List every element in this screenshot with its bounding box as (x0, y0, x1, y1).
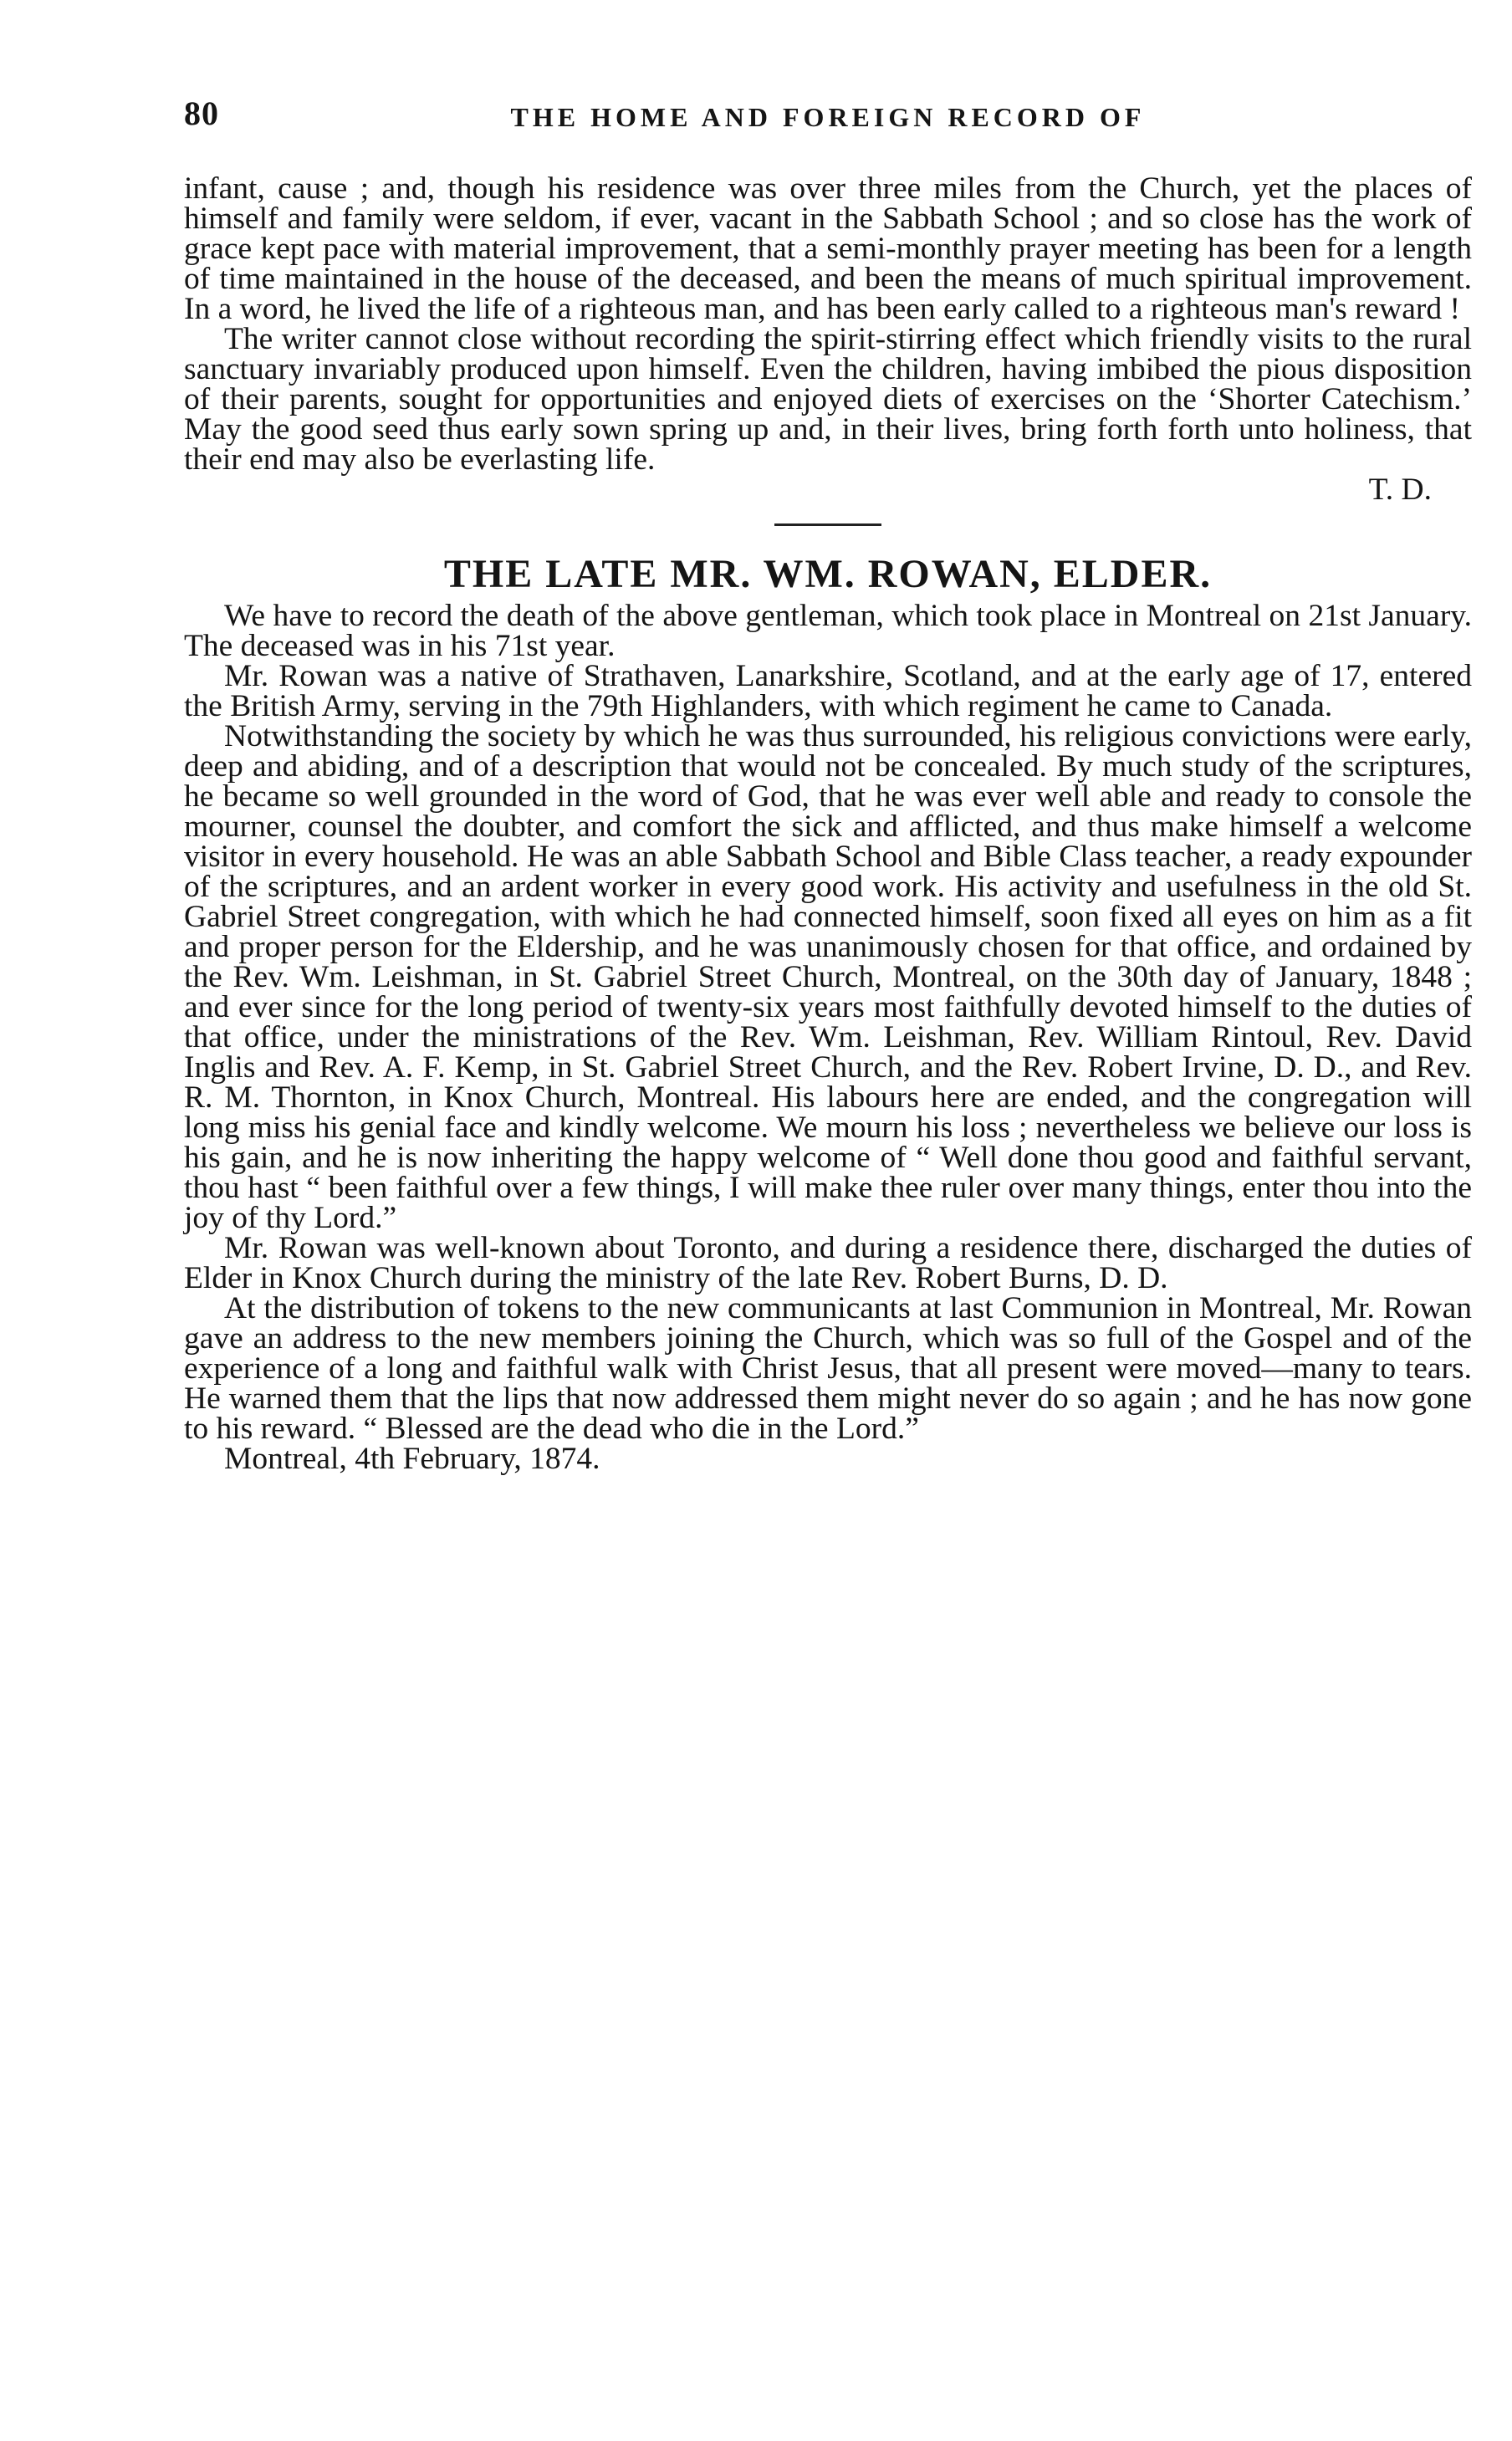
article-title: THE LATE MR. WM. ROWAN, ELDER. (443, 552, 1213, 596)
page-header (184, 94, 1472, 144)
article-paragraph: Mr. Rowan was well-known about Toronto, and during a residence there, discharged the duties of Elder in Knox Church during the ministry of the late Rev. Robert Burns, D. D. (184, 1231, 1472, 1295)
previous-article-paragraph: infant, cause ; and, though his residence was over three miles from the Church, yet the places of himself and family were seldom, if ever, vacant in the Sabbath School ; and so close has the work of grace kept pace with material improvement, that a semi-monthly prayer meeting has been for a length of time maintained in the house of the deceased, and been the means of much spiritual improvement. In a word, he lived the life of a righteous man, and has been early called to a righteous man's reward ! (184, 171, 1472, 326)
previous-article-signature: T. D. (1368, 472, 1432, 507)
article-dateline: Montreal, 4th February, 1874. (224, 1442, 600, 1476)
page-body (184, 171, 1472, 1476)
previous-article-paragraph: The writer cannot close without recording the spirit-stirring effect which friendly visits to the rural sanctuary invariably produced upon himself. Even the children, having imbibed the pious disposition of their parents, sought for opportunities and enjoyed diets of exercises on the ‘Shorter Catechism.’ May the good seed thus early sown spring up and, in their lives, bring forth forth unto holiness, that their end may also be everlasting life. (184, 322, 1472, 477)
article-paragraph: Mr. Rowan was a native of Strathaven, Lanarkshire, Scotland, and at the early age of 17, entered the British Army, serving in the 79th Highlanders, with which regiment he came to Canada. (184, 659, 1472, 723)
article-paragraph: We have to record the death of the above gentleman, which took place in Montreal on 21st January. The deceased was in his 71st year. (184, 599, 1472, 663)
running-head: THE HOME AND FOREIGN RECORD OF (510, 102, 1146, 132)
article-paragraph: Notwithstanding the society by which he was thus surrounded, his religious convictions were early, deep and abiding, and of a description that would not be concealed. By much study of the scriptures, he became so well grounded in the word of God, that he was ever well able and ready to console the mourner, counsel the doubter, and comfort the sick and afflicted, and thus make himself a welcome visitor in every household. He was an able Sabbath School and Bible Class teacher, a ready expounder of the scriptures, and an ardent worker in every good work. His activity and usefulness in the old St. Gabriel Street congregation, with which he had connected himself, soon fixed all eyes on him as a fit and proper person for the Eldership, and he was unanimously chosen for that office, and ordained by the Rev. Wm. Leishman, in St. Gabriel Street Church, Montreal, on the 30th day of January, 1848 ; and ever since for the long period of twenty-six years most faithfully devoted himself to the duties of that office, under the ministrations of the Rev. Wm. Leishman, Rev. William Rintoul, Rev. David Inglis and Rev. A. F. Kemp, in St. Gabriel Street Church, and the Rev. Robert Irvine, D. D., and Rev. R. M. Thornton, in Knox Church, Montreal. His labours here are ended, and the congregation will long miss his genial face and kindly welcome. We mourn his loss ; nevertheless we believe our loss is his gain, and he is now inheriting the happy welcome of “ Well done thou good and faithful servant, thou hast “ been faithful over a few things, I will make thee ruler over many things, enter thou into the joy of thy Lord.” (184, 719, 1472, 1235)
section-divider (774, 523, 881, 526)
page-number: 80 (184, 94, 219, 132)
previous-article-signoff (184, 472, 1472, 507)
article-paragraph: At the distribution of tokens to the new communicants at last Communion in Montreal, Mr. Rowan gave an address to the new members joining the Church, which was so full of the Gospel and of the experience of a long and faithful walk with Christ Jesus, that all present were moved—many to tears. He warned them that the lips that now addressed them might never do so again ; and he has now gone to his reward. “ Blessed are the dead who die in the Lord.” (184, 1291, 1472, 1446)
